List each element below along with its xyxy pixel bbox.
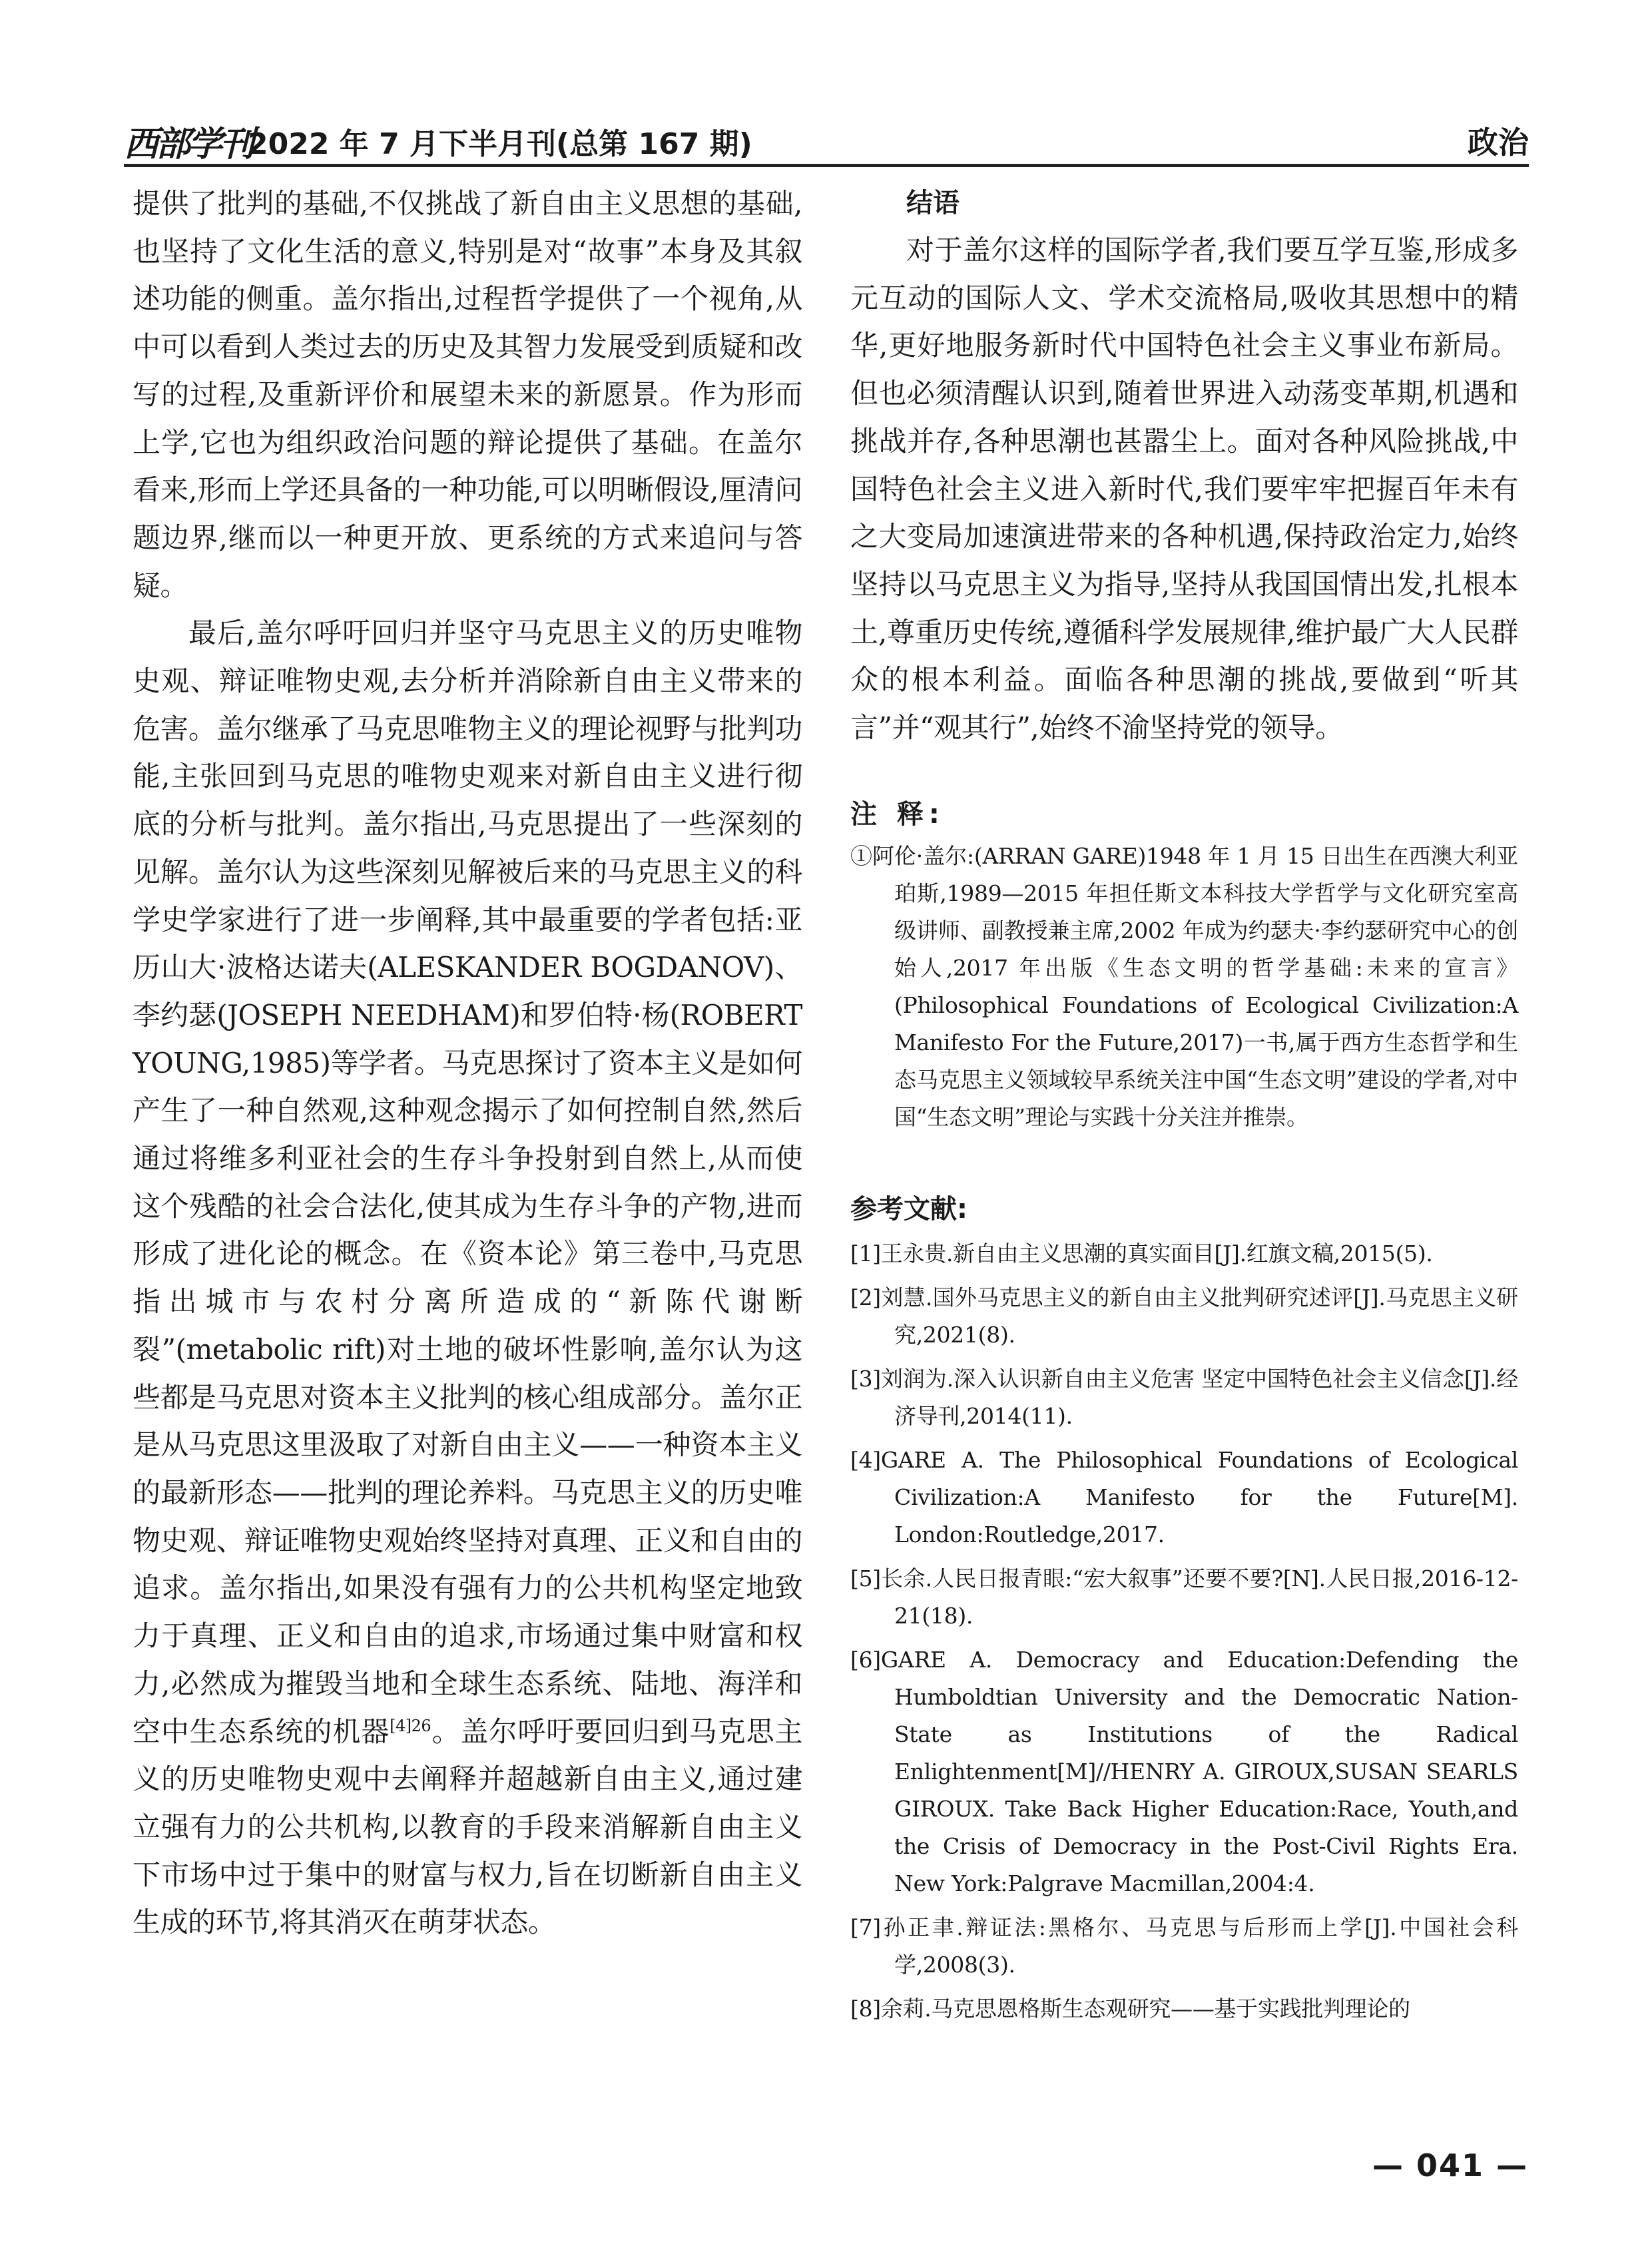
reference-item: [3]刘润为.深入认识新自由主义危害 坚定中国特色社会主义信念[J].经济导刊,2014(11). — [850, 1365, 1518, 1429]
right-column — [850, 180, 1518, 2034]
body-paragraph-2 — [133, 609, 802, 1946]
body-paragraph-2-text: 最后,盖尔呼吁回归并坚守马克思主义的历史唯物史观、辩证唯物史观,去分析并消除新自由主义带来的危害。盖尔继承了马克思唯物主义的理论视野与批判功能,主张回到马克思的唯物史观来对新自由主义进行彻底的分析与批判。盖尔指出,马克思提出了一些深刻的见解。盖尔认为这些深刻见解被后来的马克思主义的科学史学家进行了进一步阐释,其中最重要的学者包括:亚历山大·波格达诺夫(ALESKANDER BOGDANOV)、李约瑟(JOSEPH NEEDHAM)和罗伯特·杨(ROBERT YOUNG,1985)等学者。马克思探讨了资本主义是如何产生了一种自然观,这种观念揭示了如何控制自然,然后通过将维多利亚社会的生存斗争投射到自然上,从而使这个残酷的社会合法化,使其成为生存斗争的产物,进而形成了进化论的概念。在《资本论》第三卷中,马克思指出城市与农村分离所造成的“新陈代谢断裂”(metabolic rift)对土地的破坏性影响,盖尔认为这些都是马克思对资本主义批判的核心组成部分。盖尔正是从马克思这里汲取了对新自由主义——一种资本主义的最新形态——批判的理论养料。马克思主义的历史唯物史观、辩证唯物史观始终坚持对真理、正义和自由的追求。盖尔指出,如果没有强有力的公共机构坚定地致力于真理、正义和自由的追求,市场通过集中财富和权力,必然成为摧毁当地和全球生态系统、陆地、海洋和空中生态系统的机器 — [133, 617, 802, 1748]
citation-superscript: [4]26 — [390, 1716, 431, 1735]
conclusion-paragraph: 对于盖尔这样的国际学者,我们要互学互鉴,形成多元互动的国际人文、学术交流格局,吸收其思想中的精华,更好地服务新时代中国特色社会主义事业布新局。但也必须清醒认识到,随着世界进入动荡变革期,机遇和挑战并存,各种思潮也甚嚣尘上。面对各种风险挑战,中国特色社会主义进入新时代,我们要牢牢把握百年未有之大变局加速演进带来的各种机遇,保持政治定力,始终坚持以马克思主义为指导,坚持从我国国情出发,扎根本土,尊重历史传统,遵循科学发展规律,维护最广大人民群众的根本利益。面临各种思潮的挑战,要做到“听其言”并“观其行”,始终不渝坚持党的领导。 — [850, 234, 1518, 744]
body-paragraph-1: 提供了批判的基础,不仅挑战了新自由主义思想的基础,也坚持了文化生活的意义,特别是对“故事”本身及其叙述功能的侧重。盖尔指出,过程哲学提供了一个视角,从中可以看到人类过去的历史及其智力发展受到质疑和改写的过程,及重新评价和展望未来的新愿景。作为形而上学,它也为组织政治问题的辩论提供了基础。在盖尔看来,形而上学还具备的一种功能,可以明晰假设,厘清问题边界,继而以一种更开放、更系统的方式来追问与答疑。 — [133, 187, 802, 602]
page-number: — 041 — — [1372, 2147, 1528, 2183]
note-item: ①阿伦·盖尔:(ARRAN GARE)1948 年 1 月 15 日出生在西澳大利亚珀斯,1989—2015 年担任斯文本科技大学哲学与文化研究室高级讲师、副教授兼主席,2002 年成为约瑟夫·李约瑟研究中心的创始人,2017 年出版《生态文明的哲学基础:未来的宣言》(Philosophical Foundations of Ecological Civilization:A Manifesto For the Future,2017)一书,属于西方生态哲学和生态马克思主义领域较早系统关注中国“生态文明”建设的学者,对中国“生态文明”理论与实践十分关注并推崇。 — [850, 842, 1518, 1130]
body-paragraph-2-tail: 。盖尔呼吁要回归到马克思主义的历史唯物史观中去阐释并超越新自由主义,通过建立强有力的公共机构,以教育的手段来消解新自由主义下市场中过于集中的财富与权力,旨在切断新自由主义生成的环节,将其消灭在萌芽状态。 — [133, 1715, 802, 1939]
section-label: 政治 — [1468, 125, 1529, 160]
issue-info: 2022 年 7 月下半月刊(总第 167 期) — [248, 127, 752, 161]
reference-item: [5]长余.人民日报青眼:“宏大叙事”还要不要?[N].人民日报,2016-12-21(18). — [850, 1565, 1518, 1629]
journal-logo: 西部学刊 — [124, 125, 252, 164]
notes-heading: 注 释: — [850, 798, 945, 830]
reference-item: [4]GARE A. The Philosophical Foundations of Ecological Civilization:A Manifesto for the Future[M]. London:Routledge,2017. — [850, 1446, 1518, 1547]
running-header — [124, 112, 1529, 167]
reference-item: [1]王永贵.新自由主义思潮的真实面目[J].红旗文稿,2015(5). — [850, 1240, 1433, 1266]
reference-item: [7]孙正聿.辩证法:黑格尔、马克思与后形而上学[J].中国社会科学,2008(3). — [850, 1914, 1518, 1978]
reference-item: [6]GARE A. Democracy and Education:Defending the Humboldtian University and the Democratic Nation-State as Institutions of the Radical Enlightenment[M]//HENRY A. GIROUX,SUSAN SEARLS GIROUX. Take Back Higher Education:Race, Youth,and the Crisis of Democracy in the Post-Civil Rights Era. New York:Palgrave Macmillan,2004:4. — [850, 1646, 1518, 1896]
left-column — [133, 180, 802, 1946]
conclusion-heading: 结语 — [906, 188, 960, 218]
reference-item: [2]刘慧.国外马克思主义的新自由主义批判研究述评[J].马克思主义研究,2021(8). — [850, 1284, 1518, 1348]
references-heading: 参考文献: — [850, 1193, 967, 1225]
reference-item: [8]余莉.马克思恩格斯生态观研究——基于实践批判理论的 — [850, 1995, 1410, 2022]
